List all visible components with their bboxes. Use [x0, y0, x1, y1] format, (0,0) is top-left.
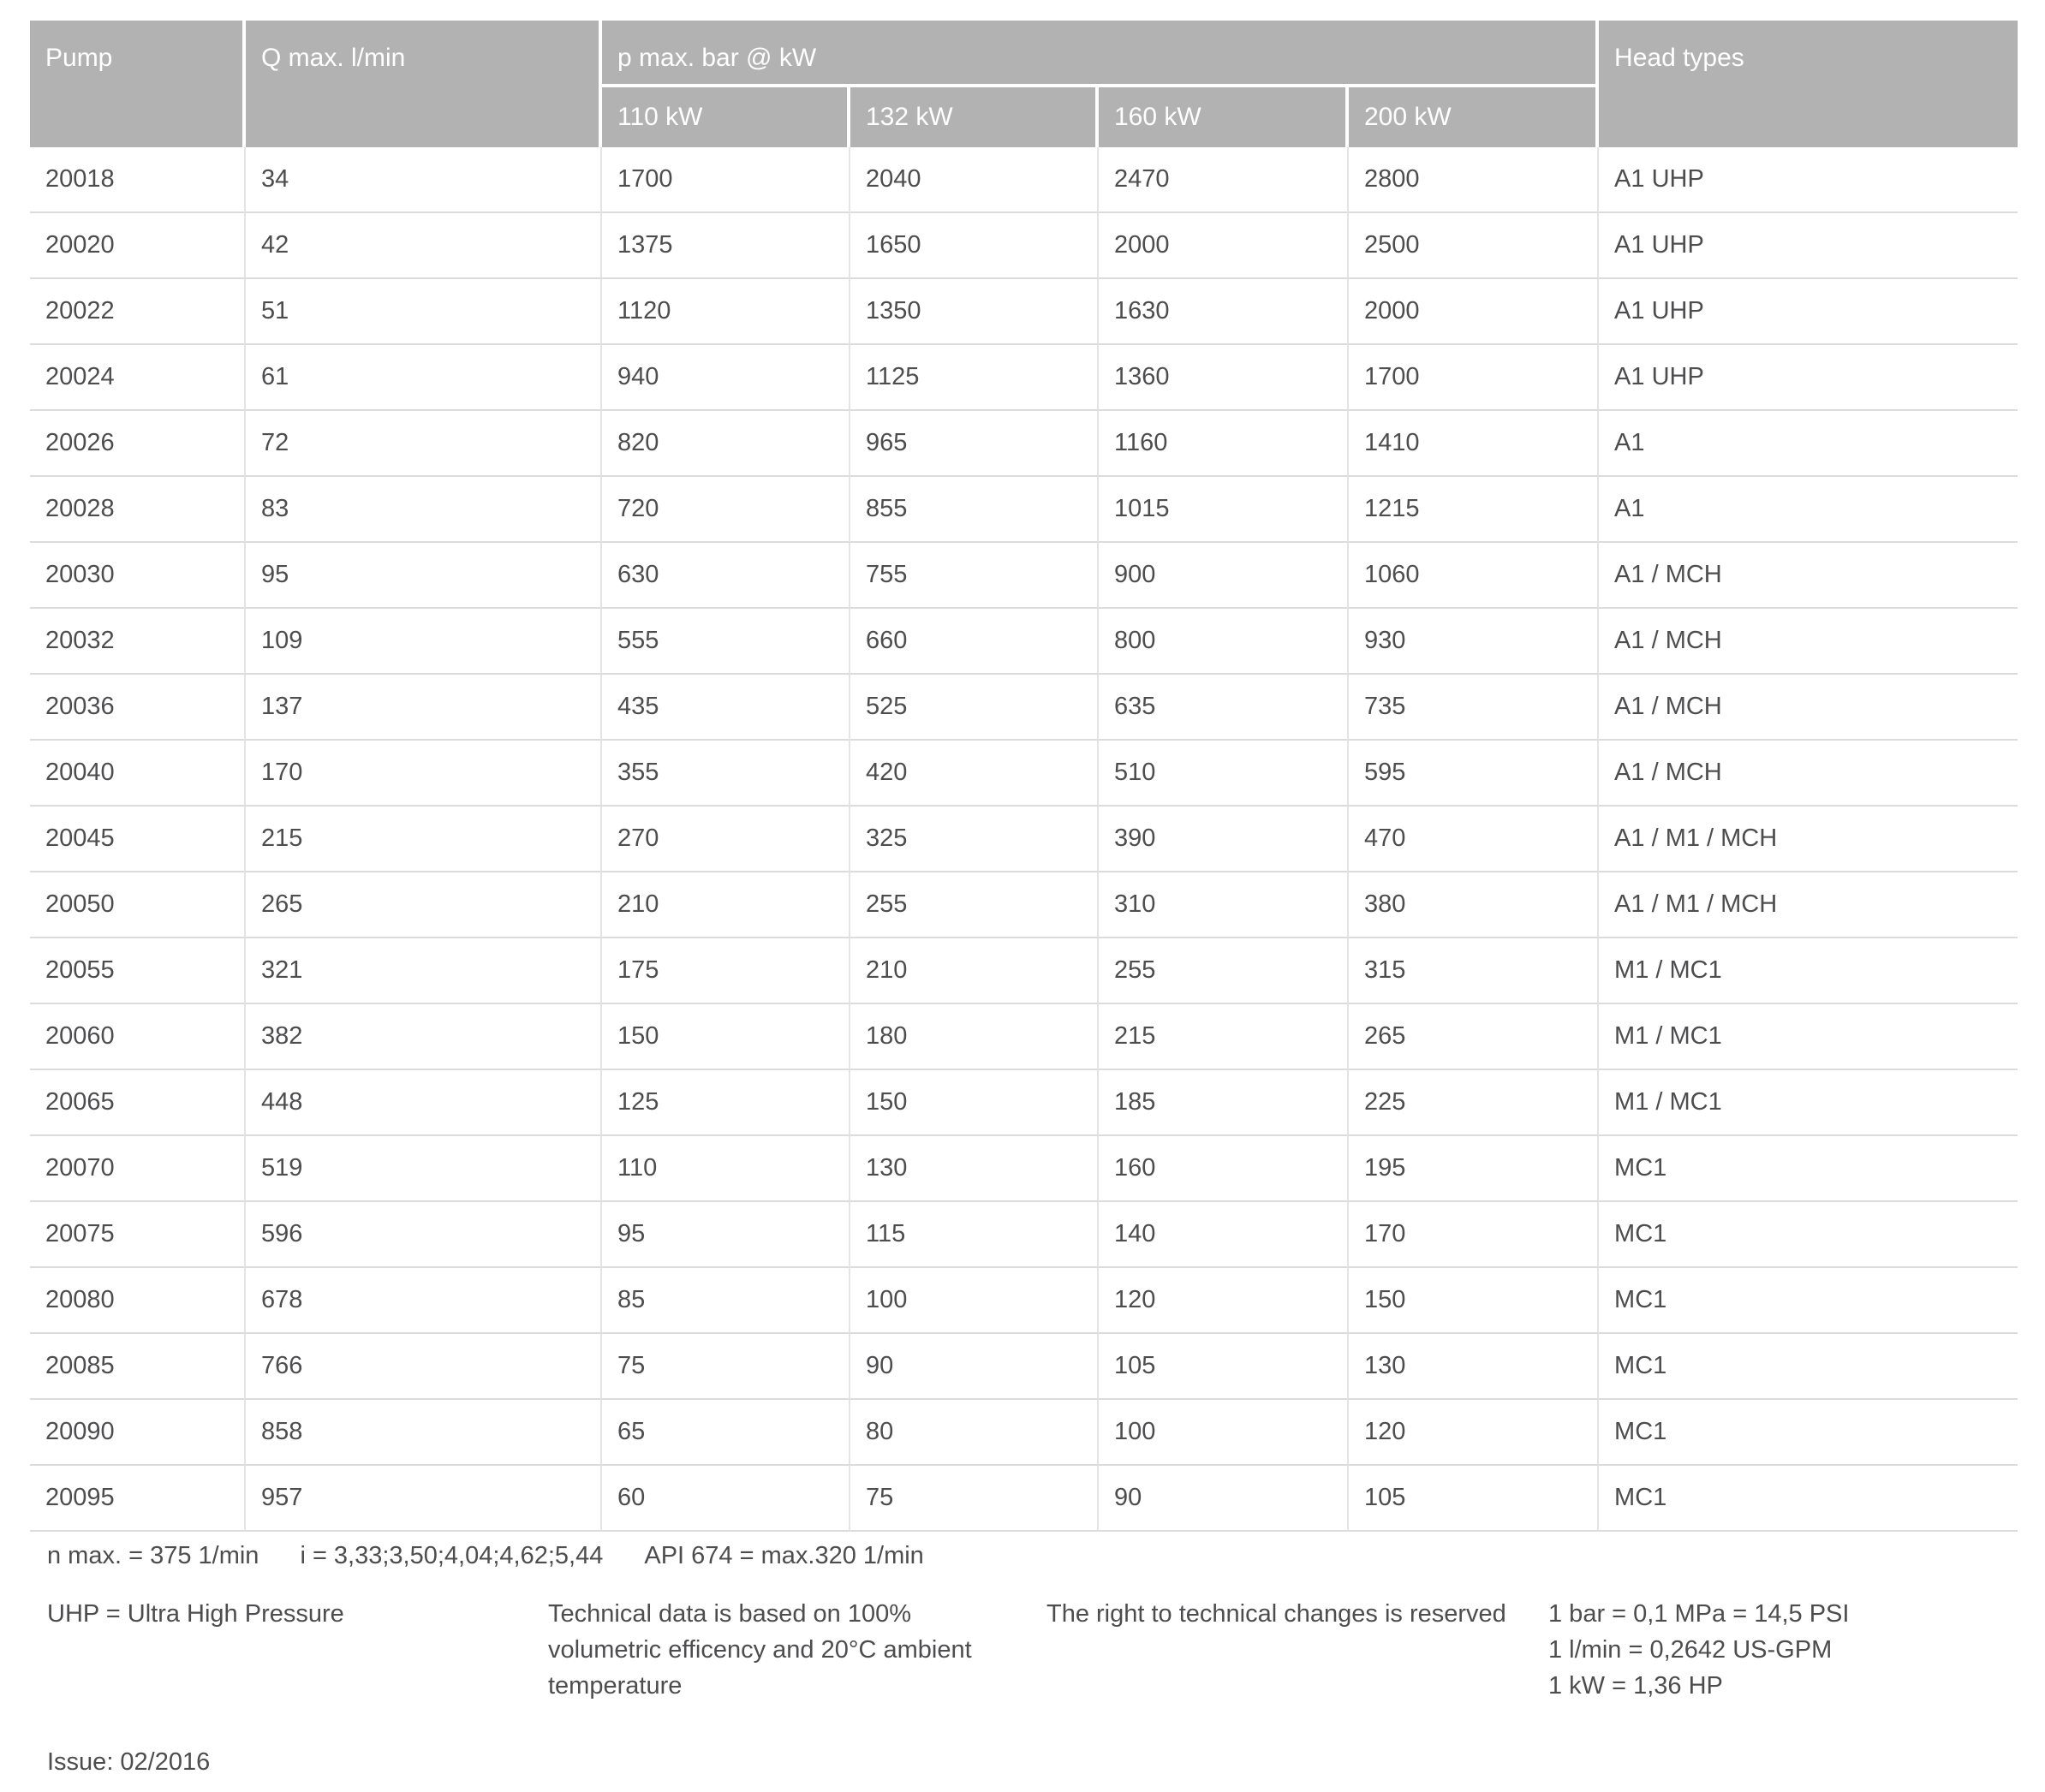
- cell-qmax: 382: [246, 1004, 602, 1070]
- table-row: [30, 1202, 2018, 1268]
- table-row: [30, 872, 2018, 938]
- cell-160kw: 390: [1099, 807, 1349, 872]
- cell-head-types: A1 / MCH: [1599, 543, 2018, 609]
- cell-qmax: 170: [246, 741, 602, 807]
- cell-head-types: A1 UHP: [1599, 279, 2018, 345]
- table-row: [30, 1070, 2018, 1136]
- cell-160kw: 900: [1099, 543, 1349, 609]
- table-row: [30, 1004, 2018, 1070]
- cell-160kw: 800: [1099, 609, 1349, 675]
- cell-qmax: 34: [246, 147, 602, 213]
- cell-160kw: 100: [1099, 1400, 1349, 1466]
- table-row: [30, 543, 2018, 609]
- cell-head-types: M1 / MC1: [1599, 1004, 2018, 1070]
- cell-132kw: 755: [850, 543, 1099, 609]
- cell-pump: 20085: [30, 1334, 246, 1400]
- table-row: [30, 741, 2018, 807]
- table-row: [30, 411, 2018, 477]
- cell-110kw: 175: [602, 938, 850, 1004]
- cell-132kw: 660: [850, 609, 1099, 675]
- cell-160kw: 1630: [1099, 279, 1349, 345]
- cell-160kw: 635: [1099, 675, 1349, 741]
- table-body: [30, 147, 2018, 1532]
- specs-footnote-line: [47, 1542, 2031, 1570]
- cell-200kw: 1700: [1349, 345, 1599, 411]
- cell-qmax: 215: [246, 807, 602, 872]
- cell-110kw: 630: [602, 543, 850, 609]
- cell-110kw: 110: [602, 1136, 850, 1202]
- table-row: [30, 213, 2018, 279]
- cell-head-types: A1 / MCH: [1599, 609, 2018, 675]
- cell-160kw: 1015: [1099, 477, 1349, 543]
- cell-pump: 20095: [30, 1466, 246, 1532]
- cell-head-types: A1 / MCH: [1599, 675, 2018, 741]
- cell-160kw: 120: [1099, 1268, 1349, 1334]
- cell-qmax: 83: [246, 477, 602, 543]
- cell-qmax: 858: [246, 1400, 602, 1466]
- cell-head-types: A1: [1599, 411, 2018, 477]
- cell-110kw: 435: [602, 675, 850, 741]
- cell-160kw: 185: [1099, 1070, 1349, 1136]
- cell-200kw: 225: [1349, 1070, 1599, 1136]
- cell-160kw: 215: [1099, 1004, 1349, 1070]
- cell-200kw: 2000: [1349, 279, 1599, 345]
- cell-pump: 20036: [30, 675, 246, 741]
- spec-api674: API 674 = max.320 1/min: [644, 1542, 924, 1569]
- cell-200kw: 170: [1349, 1202, 1599, 1268]
- cell-qmax: 766: [246, 1334, 602, 1400]
- conversion-bar: 1 bar = 0,1 MPa = 14,5 PSI: [1548, 1600, 1850, 1628]
- cell-132kw: 1350: [850, 279, 1099, 345]
- cell-qmax: 42: [246, 213, 602, 279]
- cell-pump: 20024: [30, 345, 246, 411]
- cell-pump: 20045: [30, 807, 246, 872]
- cell-head-types: M1 / MC1: [1599, 1070, 2018, 1136]
- cell-200kw: 2500: [1349, 213, 1599, 279]
- table-row: [30, 345, 2018, 411]
- footnote-uhp: UHP = Ultra High Pressure: [47, 1600, 344, 1628]
- cell-pump: 20026: [30, 411, 246, 477]
- cell-132kw: 325: [850, 807, 1099, 872]
- cell-200kw: 735: [1349, 675, 1599, 741]
- cell-qmax: 72: [246, 411, 602, 477]
- cell-160kw: 1360: [1099, 345, 1349, 411]
- cell-200kw: 1060: [1349, 543, 1599, 609]
- cell-160kw: 105: [1099, 1334, 1349, 1400]
- cell-110kw: 940: [602, 345, 850, 411]
- conversion-kw: 1 kW = 1,36 HP: [1548, 1672, 1723, 1700]
- footnote-row: [47, 1596, 2031, 1704]
- cell-qmax: 95: [246, 543, 602, 609]
- cell-head-types: A1 / MCH: [1599, 741, 2018, 807]
- footnote-conversions: [1548, 1596, 1849, 1704]
- cell-qmax: 137: [246, 675, 602, 741]
- table-row: [30, 807, 2018, 872]
- cell-132kw: 525: [850, 675, 1099, 741]
- cell-head-types: A1 UHP: [1599, 147, 2018, 213]
- cell-pump: 20055: [30, 938, 246, 1004]
- cell-132kw: 75: [850, 1466, 1099, 1532]
- cell-pump: 20032: [30, 609, 246, 675]
- cell-qmax: 61: [246, 345, 602, 411]
- cell-head-types: MC1: [1599, 1466, 2018, 1532]
- cell-132kw: 2040: [850, 147, 1099, 213]
- cell-160kw: 160: [1099, 1136, 1349, 1202]
- pump-specs-table: [30, 21, 2018, 1532]
- cell-pump: 20065: [30, 1070, 246, 1136]
- cell-160kw: 140: [1099, 1202, 1349, 1268]
- cell-200kw: 380: [1349, 872, 1599, 938]
- col-header-qmax: Q max. l/min: [246, 21, 602, 147]
- footnote-rights: The right to technical changes is reserved: [1046, 1600, 1506, 1628]
- table-row: [30, 477, 2018, 543]
- col-header-head-types: Head types: [1599, 21, 2018, 147]
- cell-200kw: 1215: [1349, 477, 1599, 543]
- cell-110kw: 95: [602, 1202, 850, 1268]
- cell-110kw: 555: [602, 609, 850, 675]
- cell-160kw: 2000: [1099, 213, 1349, 279]
- cell-110kw: 65: [602, 1400, 850, 1466]
- cell-qmax: 957: [246, 1466, 602, 1532]
- spec-nmax: n max. = 375 1/min: [47, 1542, 259, 1569]
- cell-head-types: MC1: [1599, 1400, 2018, 1466]
- cell-160kw: 255: [1099, 938, 1349, 1004]
- table-row: [30, 1334, 2018, 1400]
- spec-i-ratios: i = 3,33;3,50;4,04;4,62;5,44: [300, 1542, 604, 1569]
- cell-qmax: 109: [246, 609, 602, 675]
- cell-200kw: 195: [1349, 1136, 1599, 1202]
- cell-110kw: 820: [602, 411, 850, 477]
- conversion-lmin: 1 l/min = 0,2642 US-GPM: [1548, 1636, 1833, 1664]
- cell-qmax: 51: [246, 279, 602, 345]
- cell-pump: 20020: [30, 213, 246, 279]
- cell-head-types: MC1: [1599, 1334, 2018, 1400]
- cell-qmax: 519: [246, 1136, 602, 1202]
- cell-132kw: 1125: [850, 345, 1099, 411]
- cell-200kw: 265: [1349, 1004, 1599, 1070]
- cell-132kw: 180: [850, 1004, 1099, 1070]
- cell-pump: 20075: [30, 1202, 246, 1268]
- cell-qmax: 265: [246, 872, 602, 938]
- table-row: [30, 1400, 2018, 1466]
- table-row: [30, 279, 2018, 345]
- cell-160kw: 510: [1099, 741, 1349, 807]
- cell-160kw: 310: [1099, 872, 1349, 938]
- table-row: [30, 609, 2018, 675]
- table-row: [30, 1466, 2018, 1532]
- col-header-132kw: 132 kW: [850, 87, 1099, 147]
- cell-132kw: 80: [850, 1400, 1099, 1466]
- cell-110kw: 1700: [602, 147, 850, 213]
- cell-head-types: A1: [1599, 477, 2018, 543]
- cell-132kw: 90: [850, 1334, 1099, 1400]
- cell-qmax: 448: [246, 1070, 602, 1136]
- cell-132kw: 150: [850, 1070, 1099, 1136]
- cell-200kw: 930: [1349, 609, 1599, 675]
- cell-160kw: 2470: [1099, 147, 1349, 213]
- cell-110kw: 355: [602, 741, 850, 807]
- cell-200kw: 130: [1349, 1334, 1599, 1400]
- cell-qmax: 678: [246, 1268, 602, 1334]
- cell-110kw: 1375: [602, 213, 850, 279]
- cell-110kw: 85: [602, 1268, 850, 1334]
- col-header-160kw: 160 kW: [1099, 87, 1349, 147]
- table-row: [30, 938, 2018, 1004]
- footnote-technical-text: Technical data is based on 100% volumetric efficency and 20°C ambient temperature: [548, 1600, 972, 1700]
- cell-110kw: 125: [602, 1070, 850, 1136]
- cell-110kw: 75: [602, 1334, 850, 1400]
- cell-132kw: 130: [850, 1136, 1099, 1202]
- cell-head-types: MC1: [1599, 1268, 2018, 1334]
- cell-head-types: MC1: [1599, 1202, 2018, 1268]
- cell-200kw: 470: [1349, 807, 1599, 872]
- cell-200kw: 595: [1349, 741, 1599, 807]
- table-row: [30, 1136, 2018, 1202]
- cell-200kw: 315: [1349, 938, 1599, 1004]
- cell-pump: 20070: [30, 1136, 246, 1202]
- cell-qmax: 321: [246, 938, 602, 1004]
- table-row: [30, 147, 2018, 213]
- cell-200kw: 150: [1349, 1268, 1599, 1334]
- cell-132kw: 255: [850, 872, 1099, 938]
- cell-110kw: 150: [602, 1004, 850, 1070]
- cell-110kw: 720: [602, 477, 850, 543]
- col-header-pump: Pump: [30, 21, 246, 147]
- cell-pump: 20050: [30, 872, 246, 938]
- cell-head-types: A1 / M1 / MCH: [1599, 872, 2018, 938]
- cell-132kw: 210: [850, 938, 1099, 1004]
- cell-200kw: 1410: [1349, 411, 1599, 477]
- issue-label: Issue: 02/2016: [47, 1748, 211, 1777]
- cell-pump: 20030: [30, 543, 246, 609]
- cell-head-types: A1 UHP: [1599, 345, 2018, 411]
- cell-pump: 20080: [30, 1268, 246, 1334]
- cell-110kw: 270: [602, 807, 850, 872]
- col-header-pmax-group: p max. bar @ kW: [602, 21, 1599, 87]
- cell-head-types: A1 / M1 / MCH: [1599, 807, 2018, 872]
- cell-pump: 20022: [30, 279, 246, 345]
- cell-160kw: 90: [1099, 1466, 1349, 1532]
- footnote-technical: [548, 1596, 1046, 1704]
- cell-132kw: 115: [850, 1202, 1099, 1268]
- cell-200kw: 120: [1349, 1400, 1599, 1466]
- cell-132kw: 1650: [850, 213, 1099, 279]
- cell-pump: 20040: [30, 741, 246, 807]
- cell-160kw: 1160: [1099, 411, 1349, 477]
- table-row: [30, 1268, 2018, 1334]
- cell-132kw: 855: [850, 477, 1099, 543]
- table-header: [30, 21, 2018, 147]
- col-header-200kw: 200 kW: [1349, 87, 1599, 147]
- cell-200kw: 105: [1349, 1466, 1599, 1532]
- cell-pump: 20090: [30, 1400, 246, 1466]
- cell-110kw: 60: [602, 1466, 850, 1532]
- cell-pump: 20018: [30, 147, 246, 213]
- cell-pump: 20060: [30, 1004, 246, 1070]
- cell-132kw: 965: [850, 411, 1099, 477]
- cell-head-types: A1 UHP: [1599, 213, 2018, 279]
- cell-132kw: 420: [850, 741, 1099, 807]
- col-header-110kw: 110 kW: [602, 87, 850, 147]
- cell-110kw: 1120: [602, 279, 850, 345]
- cell-pump: 20028: [30, 477, 246, 543]
- cell-head-types: M1 / MC1: [1599, 938, 2018, 1004]
- cell-132kw: 100: [850, 1268, 1099, 1334]
- cell-qmax: 596: [246, 1202, 602, 1268]
- cell-200kw: 2800: [1349, 147, 1599, 213]
- table-row: [30, 675, 2018, 741]
- cell-head-types: MC1: [1599, 1136, 2018, 1202]
- cell-110kw: 210: [602, 872, 850, 938]
